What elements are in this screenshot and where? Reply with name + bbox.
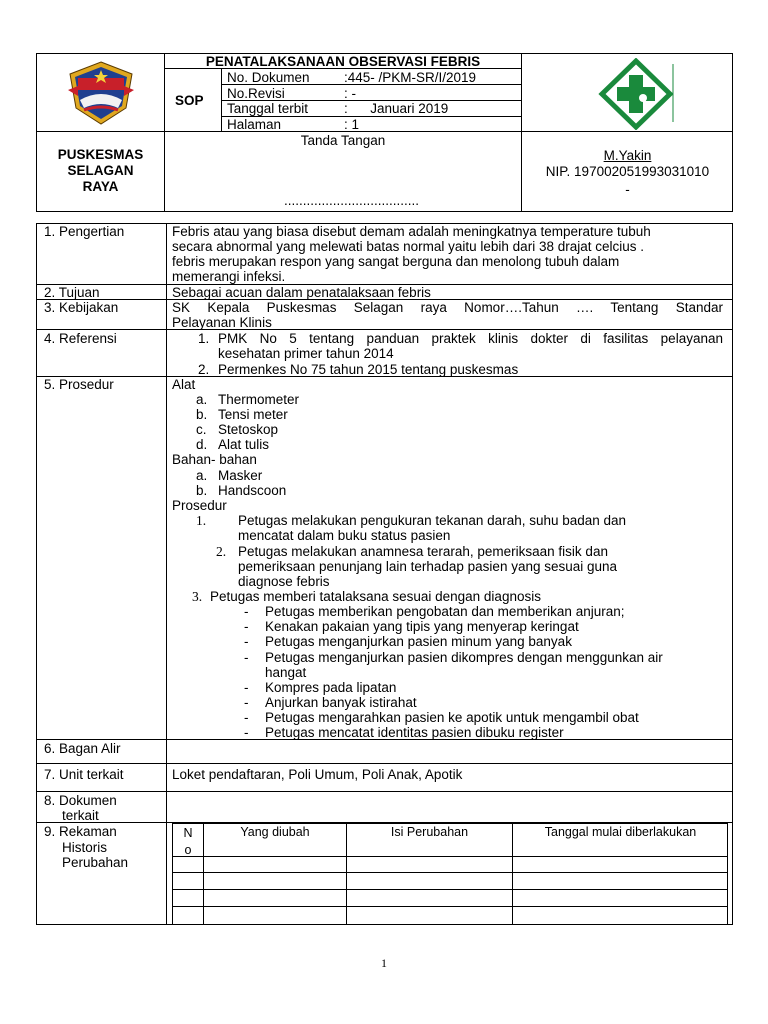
sop-label: SOP (175, 93, 204, 108)
section-label-unit-terkait: 7. Unit terkait (44, 767, 124, 782)
step-line: Petugas melakukan pengukuran tekanan darah, suhu badan dan (238, 513, 627, 528)
alat-heading: Alat (172, 377, 196, 392)
sub-step-dash: - (244, 604, 249, 619)
sub-step-line: Petugas memberikan pengobatan dan memberikan anjuran; (265, 604, 625, 619)
bahan-item: Handscoon (218, 483, 287, 498)
sub-step-line: hangat (265, 665, 307, 680)
sub-step-line: Petugas menganjurkan pasien minum yang banyak (265, 634, 572, 649)
unit-terkait-text: Loket pendaftaran, Poli Umum, Poli Anak, Apotik (172, 767, 463, 782)
step-line: diagnose febris (238, 574, 330, 589)
alat-item: Alat tulis (218, 437, 270, 452)
puskesmas-cross-icon (596, 58, 676, 130)
step-line: pemeriksaan penunjang lain terhadap pasien yang sesuai guna (238, 559, 618, 574)
revision-label: No.Revisi (227, 86, 285, 101)
step-number: 2. (216, 544, 227, 559)
signer-dash: - (625, 182, 630, 197)
bahan-letter: b. (196, 483, 208, 498)
pengertian-line: secara abnormal yang melewati batas normal yaitu lebih dari 38 drajat celcius . (172, 239, 644, 254)
signature-label: Tanda Tangan (300, 133, 386, 148)
sub-step-line: Petugas mengarahkan pasien ke apotik untuk mengambil obat (265, 710, 639, 725)
history-col-date: Tanggal mulai diberlakukan (544, 825, 697, 839)
alat-item: Thermometer (218, 392, 300, 407)
sub-step-line: Kenakan pakaian yang tipis yang menyerap keringat (265, 619, 579, 634)
step-line: mencatat dalam buku status pasien (238, 528, 451, 543)
sub-step-dash: - (244, 725, 249, 740)
alat-letter: a. (196, 392, 208, 407)
page-number: 1 (381, 956, 387, 970)
section-label-referensi: 4. Referensi (44, 331, 117, 346)
kebijakan-line: Pelayanan Klinis (172, 315, 272, 330)
signer-name: M.Yakin (603, 148, 652, 163)
sub-step-line: Petugas menganjurkan pasien dikompres dengan menggunkan air (265, 650, 663, 665)
step-line: Petugas melakukan anamnesa terarah, pemeriksaan fisik dan (238, 544, 608, 559)
section-label-rekaman: Historis (62, 840, 108, 855)
section-label-dokumen: 8. Dokumen (44, 793, 117, 808)
alat-letter: b. (196, 407, 208, 422)
bahan-letter: a. (196, 468, 208, 483)
section-label-rekaman: Perubahan (62, 855, 129, 870)
sub-step-dash: - (244, 650, 249, 665)
revision-value: : - (344, 86, 356, 101)
alat-letter: d. (196, 437, 208, 452)
step-line: Petugas memberi tatalaksana sesuai dengan diagnosis (210, 589, 541, 604)
org-name-line-1: PUSKESMAS (57, 147, 144, 162)
sub-step-dash: - (244, 634, 249, 649)
signature-dots: .................................... (284, 193, 420, 208)
sub-step-dash: - (244, 695, 249, 710)
section-label-pengertian: 1. Pengertian (44, 224, 125, 239)
doc-number-label: No. Dokumen (227, 70, 310, 85)
page-value: : 1 (344, 117, 360, 132)
alat-item: Tensi meter (218, 407, 288, 422)
pengertian-line: febris merupakan respon yang sangat berguna dan menolong tubuh dalam (172, 254, 620, 269)
issue-date-label: Tanggal terbit (227, 101, 309, 116)
sub-step-line: Anjurkan banyak istirahat (265, 695, 417, 710)
signer-nip: NIP. 197002051993031010 (545, 164, 710, 179)
sub-step-line: Kompres pada lipatan (265, 680, 397, 695)
step-number: 1. (196, 513, 207, 528)
referensi-line: PMK No 5 tentang panduan praktek klinis dokter di fasilitas pelayanan (218, 331, 723, 346)
police-seal-icon (66, 60, 136, 126)
history-col-content: Isi Perubahan (390, 825, 469, 839)
prosedur-heading: Prosedur (172, 498, 227, 513)
section-label-prosedur: 5. Prosedur (44, 377, 114, 392)
pengertian-line: memerangi infeksi. (172, 269, 286, 284)
section-label-dokumen: terkait (62, 808, 99, 823)
sub-step-line: Petugas mencatat identitas pasien dibuku register (265, 725, 564, 740)
referensi-line: Permenkes No 75 tahun 2015 tentang puskesmas (218, 362, 519, 377)
bahan-heading: Bahan- bahan (172, 452, 257, 467)
section-label-rekaman: 9. Rekaman (44, 824, 117, 839)
referensi-number: 2. (198, 362, 210, 377)
tujuan-text: Sebagai acuan dalam penatalaksaan febris (172, 285, 431, 300)
org-name-line-3: RAYA (82, 179, 119, 194)
doc-number-value: :445- /PKM-SR/I/2019 (344, 70, 477, 85)
step-number: 3. (192, 589, 203, 604)
page-label: Halaman (227, 117, 282, 132)
issue-date-value: : Januari 2019 (344, 101, 449, 116)
bahan-item: Masker (218, 468, 263, 483)
alat-item: Stetoskop (218, 422, 279, 437)
pengertian-line: Febris atau yang biasa disebut demam adalah meningkatnya temperature tubuh (172, 224, 651, 239)
sub-step-dash: - (244, 619, 249, 634)
alat-letter: c. (196, 422, 207, 437)
sub-step-dash: - (244, 710, 249, 725)
history-col-no: N o (183, 826, 193, 857)
referensi-line: kesehatan primer tahun 2014 (218, 346, 394, 361)
sub-step-dash: - (244, 680, 249, 695)
document-title: PENATALAKSANAAN OBSERVASI FEBRIS (205, 54, 481, 69)
org-name-line-2: SELAGAN (67, 163, 134, 178)
section-label-kebijakan: 3. Kebijakan (44, 300, 119, 315)
referensi-number: 1. (198, 331, 210, 346)
kebijakan-line: SK Kepala Puskesmas Selagan raya Nomor….Tahun …. Tentang Standar (172, 300, 723, 315)
history-col-changed: Yang diubah (240, 825, 310, 839)
section-label-tujuan: 2. Tujuan (44, 285, 100, 300)
section-label-bagan-alir: 6. Bagan Alir (44, 741, 121, 756)
